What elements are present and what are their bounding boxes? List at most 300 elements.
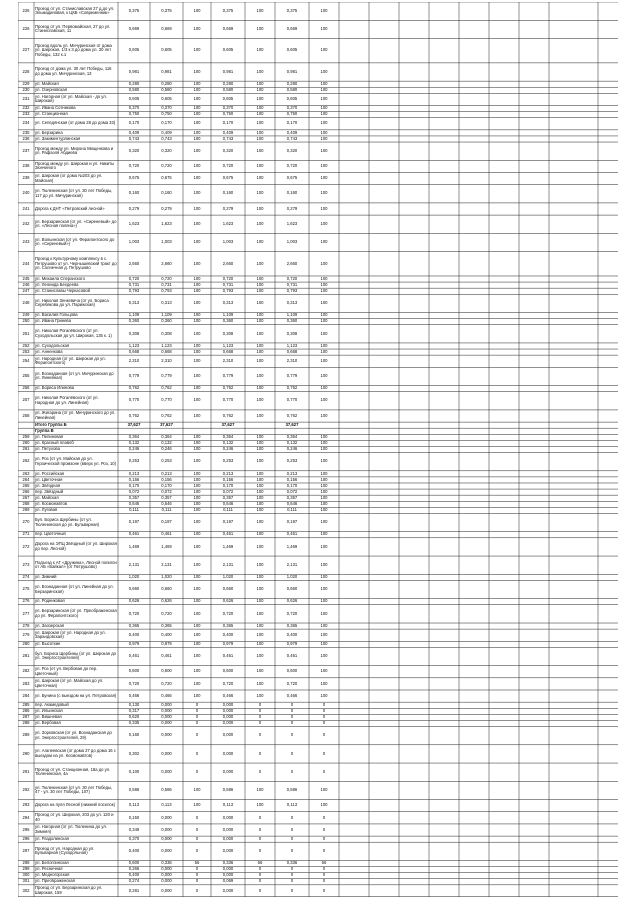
cell-n: 282 bbox=[22, 668, 30, 674]
cell-q: 100 bbox=[320, 373, 328, 379]
cell-d: 0 bbox=[290, 768, 294, 774]
cell-b: 0,605 bbox=[161, 47, 172, 53]
cell-b: 2,131 bbox=[161, 561, 172, 567]
cell-pp: 0 bbox=[258, 866, 262, 872]
cell-c: 0,586 bbox=[222, 787, 234, 793]
cell-name: ул. Заозерская bbox=[35, 623, 65, 628]
cell-q: 100 bbox=[320, 680, 328, 686]
cell-c: 0,580 bbox=[222, 87, 234, 92]
cell-pp: 100 bbox=[256, 385, 264, 391]
cell-p: 0 bbox=[195, 887, 199, 893]
cell-b: 0,669 bbox=[161, 26, 172, 32]
cell-n: 283 bbox=[22, 680, 30, 686]
cell-a: 2,310 bbox=[128, 357, 140, 363]
cell-c: 0,357 bbox=[222, 495, 234, 500]
cell-q: 100 bbox=[320, 163, 328, 169]
cell-b: 0,072 bbox=[161, 489, 172, 494]
cell-c: 0,069 bbox=[222, 878, 234, 884]
cell-a: 0,600 bbox=[128, 668, 140, 674]
cell-q: 100 bbox=[320, 641, 328, 647]
cell-c: 0,313 bbox=[222, 300, 234, 306]
cell-pp: 0 bbox=[258, 750, 262, 756]
cell-p: 100 bbox=[193, 349, 201, 354]
cell-c: 0,466 bbox=[222, 692, 234, 698]
cell-q: 100 bbox=[320, 631, 328, 637]
cell-b: 0,308 bbox=[161, 330, 172, 336]
cell-name: пер. Цветочный bbox=[35, 531, 66, 537]
cell-d: 0 bbox=[290, 732, 294, 738]
cell-a: 0,600 bbox=[128, 860, 140, 866]
cell-c: 0,000 bbox=[222, 708, 234, 713]
cell-p: 100 bbox=[193, 470, 201, 476]
cell-b: 0,000 bbox=[161, 750, 172, 756]
cell-pp: 100 bbox=[256, 446, 264, 452]
cell-c: 0,000 bbox=[222, 702, 234, 707]
cell-name: пер. Звёздный bbox=[35, 489, 64, 494]
cell-name: ул. Вербовая bbox=[35, 720, 61, 726]
cell-p: 100 bbox=[193, 26, 201, 32]
cell-a: 0,675 bbox=[128, 175, 140, 181]
cell-p: 100 bbox=[193, 397, 201, 403]
cell-c: 0,000 bbox=[222, 768, 234, 774]
cell-p: 100 bbox=[193, 47, 201, 53]
cell-name: ул. Суходольская bbox=[35, 342, 70, 348]
cell-d: 0,580 bbox=[286, 87, 298, 92]
cell-name: ул. Нагорная (от ул. Тюленина до ул. Зимняя) bbox=[35, 824, 107, 835]
cell-b: 0,466 bbox=[161, 692, 172, 698]
cell-pp: 100 bbox=[256, 543, 264, 549]
cell-n: 257 bbox=[22, 397, 30, 403]
cell-p: 100 bbox=[193, 531, 201, 537]
cell-pp: 100 bbox=[256, 135, 264, 141]
cell-pp: 0 bbox=[258, 878, 262, 884]
cell-c: 0,675 bbox=[222, 175, 234, 181]
cell-p: 100 bbox=[193, 147, 201, 153]
cell-q: 0 bbox=[322, 836, 326, 841]
cell-p: 100 bbox=[193, 598, 201, 604]
cell-a: 0,170 bbox=[128, 120, 140, 126]
cell-q: 100 bbox=[320, 412, 328, 418]
cell-name: ул. Роз (от ул. Майская до ул. Героической промзоне (вверх ул. Роз, 10) bbox=[35, 456, 117, 466]
cell-b: 0,000 bbox=[161, 720, 172, 726]
cell-pp: 100 bbox=[256, 470, 264, 476]
cell-b: 1,469 bbox=[161, 543, 172, 549]
cell-b: 0,000 bbox=[161, 702, 172, 707]
cell-c: 1,003 bbox=[222, 239, 234, 245]
cell-p: 100 bbox=[193, 282, 201, 287]
cell-pp: 0 bbox=[258, 814, 262, 820]
cell-q: 100 bbox=[320, 440, 328, 446]
cell-q: 100 bbox=[320, 288, 328, 293]
cell-b: 0,280 bbox=[161, 81, 172, 86]
cell-pp: 100 bbox=[256, 163, 264, 169]
cell-a: 0,113 bbox=[128, 802, 140, 808]
cell-b: 0,000 bbox=[161, 826, 172, 832]
cell-d: 0,779 bbox=[286, 373, 298, 379]
cell-d: 0,668 bbox=[286, 349, 298, 354]
cell-p: 100 bbox=[193, 105, 201, 111]
cell-c: 0,360 bbox=[222, 318, 234, 324]
cell-pp: 100 bbox=[256, 501, 264, 506]
cell-p: 0 bbox=[195, 714, 199, 720]
cell-name: ул. Зимний bbox=[35, 574, 57, 580]
cell-p: 100 bbox=[193, 631, 201, 637]
cell-d: 0,364 bbox=[286, 434, 298, 439]
cell-pp: 100 bbox=[256, 349, 264, 354]
cell-q: 100 bbox=[320, 312, 328, 318]
cell-name: ул. Высоткин bbox=[35, 641, 61, 647]
cell-c: 0,720 bbox=[222, 680, 234, 686]
cell-d: 0,731 bbox=[286, 282, 298, 287]
cell-p: 0 bbox=[195, 750, 199, 756]
cell-c: 0,979 bbox=[222, 641, 234, 647]
cell-pp: 100 bbox=[256, 598, 264, 604]
cell-c: 0,132 bbox=[222, 440, 234, 446]
cell-c: 0,720 bbox=[222, 610, 234, 616]
cell-pp: 100 bbox=[256, 342, 264, 348]
cell-c: 0,160 bbox=[222, 190, 234, 196]
cell-q: 100 bbox=[320, 96, 328, 102]
cell-q: 100 bbox=[320, 120, 328, 126]
cell-q: 100 bbox=[320, 220, 328, 226]
cell-n: 289 bbox=[22, 732, 30, 738]
cell-n: 287 bbox=[22, 714, 30, 720]
cell-q: 100 bbox=[320, 586, 328, 592]
cell-a: 0,160 bbox=[128, 732, 140, 738]
cell-d: 0,660 bbox=[286, 586, 298, 592]
cell-name: ул. Зорковская (от ул. Вознаданская до ул. Энергостроителей, 29) bbox=[35, 730, 112, 740]
cell-pp: 100 bbox=[256, 489, 264, 494]
cell-b: 0,400 bbox=[161, 631, 172, 637]
cell-q: 0 bbox=[322, 720, 326, 726]
cell-p: 100 bbox=[193, 318, 201, 324]
cell-name: бул. Бориса Щербины (от ул. Широкая до ул. Энергостроителей) bbox=[35, 650, 116, 661]
cell-a: 0,979 bbox=[128, 641, 140, 647]
cell-c: 0,720 bbox=[222, 275, 234, 281]
cell-pp: 100 bbox=[256, 288, 264, 293]
cell-q: 100 bbox=[320, 543, 328, 549]
cell-b: 0,731 bbox=[161, 282, 172, 287]
cell-b: 0,000 bbox=[161, 866, 172, 872]
cell-b: 0,660 bbox=[161, 586, 172, 592]
cell-pp: 0 bbox=[258, 848, 262, 854]
cell-name: ул. Анненкова bbox=[35, 349, 63, 354]
cell-pp: 0 bbox=[258, 732, 262, 738]
cell-name: ул. Бориса Илинова bbox=[35, 385, 75, 391]
cell-pp: 100 bbox=[256, 147, 264, 153]
cell-p: 0 bbox=[195, 768, 199, 774]
cell-b: 0,365 bbox=[161, 623, 172, 628]
cell-n: 267 bbox=[22, 495, 30, 500]
cell-n: 279 bbox=[22, 631, 30, 637]
cell-q: 100 bbox=[320, 446, 328, 452]
cell-name: Проезд от ул. Берзаринская до ул. Широкая, 159 bbox=[35, 885, 103, 895]
cell-q: 100 bbox=[320, 623, 328, 628]
cell-p: 100 bbox=[193, 312, 201, 318]
cell-n: 278 bbox=[22, 623, 30, 628]
cell-name: ул. Широкая (от ул. Майская до ул. Цветочная) bbox=[35, 678, 104, 688]
cell-p: 0 bbox=[195, 702, 199, 707]
cell-c: 0,743 bbox=[222, 135, 234, 141]
cell-c: 0,197 bbox=[222, 519, 234, 525]
cell-a: 0,266 bbox=[128, 866, 140, 872]
cell-pp: 0 bbox=[258, 826, 262, 832]
cell-d: 0,246 bbox=[286, 446, 298, 452]
cell-name: ул. Роз (от ул. Вербовая до пер. Цветочный) bbox=[35, 666, 98, 676]
cell-d: 1,020 bbox=[286, 574, 298, 580]
cell-name: ул. Пепиновая bbox=[35, 434, 64, 439]
cell-d: 0,770 bbox=[286, 397, 298, 403]
cell-q: 100 bbox=[320, 275, 328, 281]
cell-c: 0,253 bbox=[222, 458, 234, 464]
cell-q: 100 bbox=[320, 239, 328, 245]
cell-p: 100 bbox=[193, 412, 201, 418]
cell-n: 227 bbox=[22, 47, 30, 53]
table-sheet bbox=[18, 2, 618, 897]
cell-pp: 100 bbox=[256, 205, 264, 211]
cell-n: 299 bbox=[22, 866, 30, 872]
cell-b: 0,720 bbox=[161, 275, 172, 281]
cell-d: 0,160 bbox=[286, 190, 298, 196]
cell-a: 0,274 bbox=[128, 878, 140, 884]
cell-q: 100 bbox=[320, 653, 328, 659]
cell-q: 0 bbox=[322, 866, 326, 872]
cell-pp: 100 bbox=[256, 105, 264, 111]
cell-p: 0 bbox=[195, 708, 199, 713]
cell-p: 100 bbox=[193, 692, 201, 698]
cell-q: 100 bbox=[320, 349, 328, 354]
cell-n: 240 bbox=[22, 190, 30, 196]
cell-n: 265 bbox=[22, 482, 30, 488]
cell-q: 100 bbox=[320, 495, 328, 500]
cell-a: 0,072 bbox=[128, 489, 140, 494]
cell-name: ул. Петухова bbox=[35, 446, 60, 452]
cell-b: 0,461 bbox=[161, 653, 172, 659]
cell-b: 0,668 bbox=[161, 349, 172, 354]
cell-name: ул. Вишневая bbox=[35, 714, 62, 720]
cell-n: 291 bbox=[22, 768, 30, 774]
cell-a: 0,197 bbox=[128, 519, 140, 525]
cell-c: 0,600 bbox=[222, 668, 234, 674]
cell-n: 243 bbox=[22, 239, 30, 245]
cell-q: 0 bbox=[322, 878, 326, 884]
cell-a: 0,762 bbox=[128, 385, 140, 391]
cell-b: 0,750 bbox=[161, 111, 172, 117]
cell-name: ул. Широкая (от ул. Народная до ул. Зарандовская) bbox=[35, 629, 106, 640]
cell-q: 100 bbox=[320, 282, 328, 287]
cell-d: 0 bbox=[290, 708, 294, 713]
cell-b: 0,000 bbox=[161, 714, 172, 720]
cell-d: 1,003 bbox=[286, 239, 298, 245]
cell-name: Проезд к Культурному комплексу в с. Петрушово от ул. Чернышевский тракт до ул. Солнечная д. Петрушово bbox=[35, 255, 117, 271]
cell-n: 229 bbox=[22, 81, 30, 86]
cell-q: 100 bbox=[320, 610, 328, 616]
cell-n: 260 bbox=[22, 440, 30, 446]
cell-d: 0,308 bbox=[286, 330, 298, 336]
cell-n: 250 bbox=[22, 318, 30, 324]
cell-q: 0 bbox=[322, 750, 326, 756]
cell-p: 100 bbox=[193, 476, 201, 482]
cell-name: ул. Ивана Сотникова bbox=[35, 105, 76, 111]
cell-pp: 100 bbox=[256, 574, 264, 580]
cell-b: 0,370 bbox=[161, 105, 172, 111]
cell-pp: 100 bbox=[256, 531, 264, 537]
cell-n: 232 bbox=[22, 105, 30, 111]
cell-q: 0 bbox=[322, 768, 326, 774]
cell-n: 251 bbox=[22, 330, 30, 336]
cell-d: 37,627 bbox=[285, 422, 299, 427]
cell-n: 286 bbox=[22, 708, 30, 713]
cell-p: 100 bbox=[193, 610, 201, 616]
cell-d: 0,605 bbox=[286, 47, 298, 53]
cell-c: 0,000 bbox=[222, 887, 234, 893]
cell-b: 0,111 bbox=[161, 507, 172, 513]
cell-c: 0,000 bbox=[222, 866, 234, 872]
cell-pp: 100 bbox=[256, 190, 264, 196]
cell-p: 100 bbox=[193, 623, 201, 628]
cell-name: Проезд от ул. Народная до ул. Бульварная (Суходольная) bbox=[35, 845, 95, 856]
cell-n: 246 bbox=[22, 282, 30, 287]
cell-b: 1,109 bbox=[161, 312, 172, 318]
cell-b: 0,979 bbox=[161, 641, 172, 647]
cell-d: 0 bbox=[290, 836, 294, 841]
cell-pp: 100 bbox=[256, 680, 264, 686]
cell-n: 256 bbox=[22, 385, 30, 391]
cell-d: 0,720 bbox=[286, 610, 298, 616]
cell-n: 252 bbox=[22, 342, 30, 348]
cell-name: ул. Преображенская bbox=[35, 878, 75, 884]
cell-name: Дорога к ДНТ «Петровский лесной» bbox=[35, 205, 105, 211]
cell-p: 100 bbox=[193, 668, 201, 674]
cell-p: 0 bbox=[195, 872, 199, 878]
cell-p: 100 bbox=[193, 385, 201, 391]
cell-name: Проезд от ул. Широкая, 203 до ул. 120 и 40 bbox=[35, 812, 114, 822]
cell-b: 0,170 bbox=[161, 120, 172, 126]
cell-c: 0,669 bbox=[222, 26, 234, 32]
cell-b: 0,605 bbox=[161, 96, 172, 102]
cell-d: 0,111 bbox=[287, 507, 297, 513]
cell-pp: 100 bbox=[256, 623, 264, 628]
cell-b: 0,675 bbox=[161, 175, 172, 181]
cell-c: 0,000 bbox=[222, 814, 234, 820]
cell-c: 0,461 bbox=[222, 653, 234, 659]
cell-pp: 100 bbox=[256, 495, 264, 500]
cell-p: 100 bbox=[193, 111, 201, 117]
cell-name: Проезд от ул. Станционная, 18а до ул. Тюленинская, 4а bbox=[35, 766, 111, 777]
cell-a: 0,150 bbox=[128, 814, 140, 820]
cell-n: 296 bbox=[22, 836, 30, 841]
cell-c: 0,731 bbox=[222, 282, 234, 287]
cell-c: 0,072 bbox=[222, 489, 234, 494]
cell-c: 1,020 bbox=[222, 574, 234, 580]
cell-n: 247 bbox=[22, 288, 30, 293]
cell-d: 0,213 bbox=[286, 470, 298, 476]
cell-n: 241 bbox=[22, 205, 30, 211]
cell-p: 100 bbox=[193, 239, 201, 245]
cell-n: 228 bbox=[22, 68, 30, 74]
cell-pp: 100 bbox=[256, 129, 264, 135]
cell-pp: 0 bbox=[258, 887, 262, 893]
cell-n: 259 bbox=[22, 434, 30, 439]
cell-p: 100 bbox=[193, 574, 201, 580]
cell-pp: 100 bbox=[256, 476, 264, 482]
cell-name: ул. Берзаринская (от ул. Преображенская до ул. Ферапонтского) bbox=[35, 608, 117, 618]
cell-a: 1,109 bbox=[128, 312, 140, 318]
cell-pp: 100 bbox=[256, 26, 264, 32]
cell-a: 0,605 bbox=[128, 96, 140, 102]
cell-name: ул. Российская bbox=[35, 470, 65, 476]
cell-b: 0,720 bbox=[161, 163, 172, 169]
cell-n: 302 bbox=[22, 887, 30, 893]
cell-p: 0 bbox=[195, 826, 199, 832]
cell-d: 0 bbox=[290, 720, 294, 726]
cell-pp: 100 bbox=[256, 282, 264, 287]
cell-name: Бул. Бориса Щербины (от ул. Тюленинская до ул. Бульварная) bbox=[35, 516, 100, 527]
cell-p: 100 bbox=[193, 482, 201, 488]
cell-d: 0 bbox=[290, 866, 294, 872]
cell-n: 255 bbox=[22, 373, 30, 379]
cell-b: 0,246 bbox=[161, 446, 172, 452]
cell-d: 0,762 bbox=[286, 385, 298, 391]
cell-b: 1,123 bbox=[161, 342, 172, 348]
cell-c: 0,762 bbox=[222, 385, 234, 391]
cell-a: 0,160 bbox=[128, 190, 140, 196]
cell-p: 100 bbox=[193, 220, 201, 226]
cell-q: 100 bbox=[320, 802, 328, 808]
cell-pp: 100 bbox=[256, 220, 264, 226]
cell-p: 100 bbox=[193, 260, 201, 266]
cell-a: 2,660 bbox=[128, 260, 140, 266]
cell-n: 300 bbox=[22, 872, 30, 878]
cell-a: 0,400 bbox=[128, 631, 140, 637]
cell-d: 0,646 bbox=[286, 501, 298, 506]
cell-a: 1,469 bbox=[128, 543, 140, 549]
cell-name: ул. Николая Рогалёвского (от ул. Суходольская до ул. Широкая, 135 к. 1) bbox=[35, 328, 112, 338]
cell-d: 0,626 bbox=[286, 598, 298, 604]
cell-d: 0,409 bbox=[286, 129, 298, 135]
cell-d: 0,156 bbox=[286, 476, 298, 482]
cell-a: 0,750 bbox=[128, 111, 140, 117]
cell-q: 0 bbox=[322, 826, 326, 832]
cell-d: 0,793 bbox=[286, 288, 298, 293]
cell-d: 2,131 bbox=[286, 561, 298, 567]
cell-name: Проезд между ул. Мирона Мищенкова и ул. Рафаэля Абдиева bbox=[35, 145, 114, 156]
cell-n: 281 bbox=[22, 653, 30, 659]
cell-a: 0,246 bbox=[128, 446, 140, 452]
cell-p: 0 bbox=[195, 732, 199, 738]
cell-d: 0,743 bbox=[286, 135, 298, 141]
cell-name: ул. Жигарина (от ул. Мичуринского до ул. Линейная) bbox=[35, 410, 116, 420]
cell-a: 0,253 bbox=[128, 458, 140, 464]
cell-name: ул. Медногорская bbox=[35, 872, 70, 878]
cell-d: 0 bbox=[290, 848, 294, 854]
cell-d: 0,981 bbox=[286, 68, 298, 74]
cell-a: 1,123 bbox=[128, 342, 140, 348]
cell-name: ул. Станиславы Черкасовой bbox=[35, 288, 90, 293]
cell-p: 100 bbox=[193, 680, 201, 686]
cell-name: ул. Красный плавоб bbox=[35, 440, 74, 446]
cell-c: 0,000 bbox=[222, 720, 234, 726]
cell-b: 0,000 bbox=[161, 814, 172, 820]
cell-pp: 100 bbox=[256, 507, 264, 513]
cell-pp: 100 bbox=[256, 482, 264, 488]
cell-p: 100 bbox=[193, 7, 201, 13]
cell-p: 100 bbox=[193, 446, 201, 452]
cell-pp: 100 bbox=[256, 641, 264, 647]
cell-name: ул. Станционная bbox=[35, 111, 68, 117]
cell-pp: 100 bbox=[256, 300, 264, 306]
cell-d: 0,360 bbox=[286, 318, 298, 324]
